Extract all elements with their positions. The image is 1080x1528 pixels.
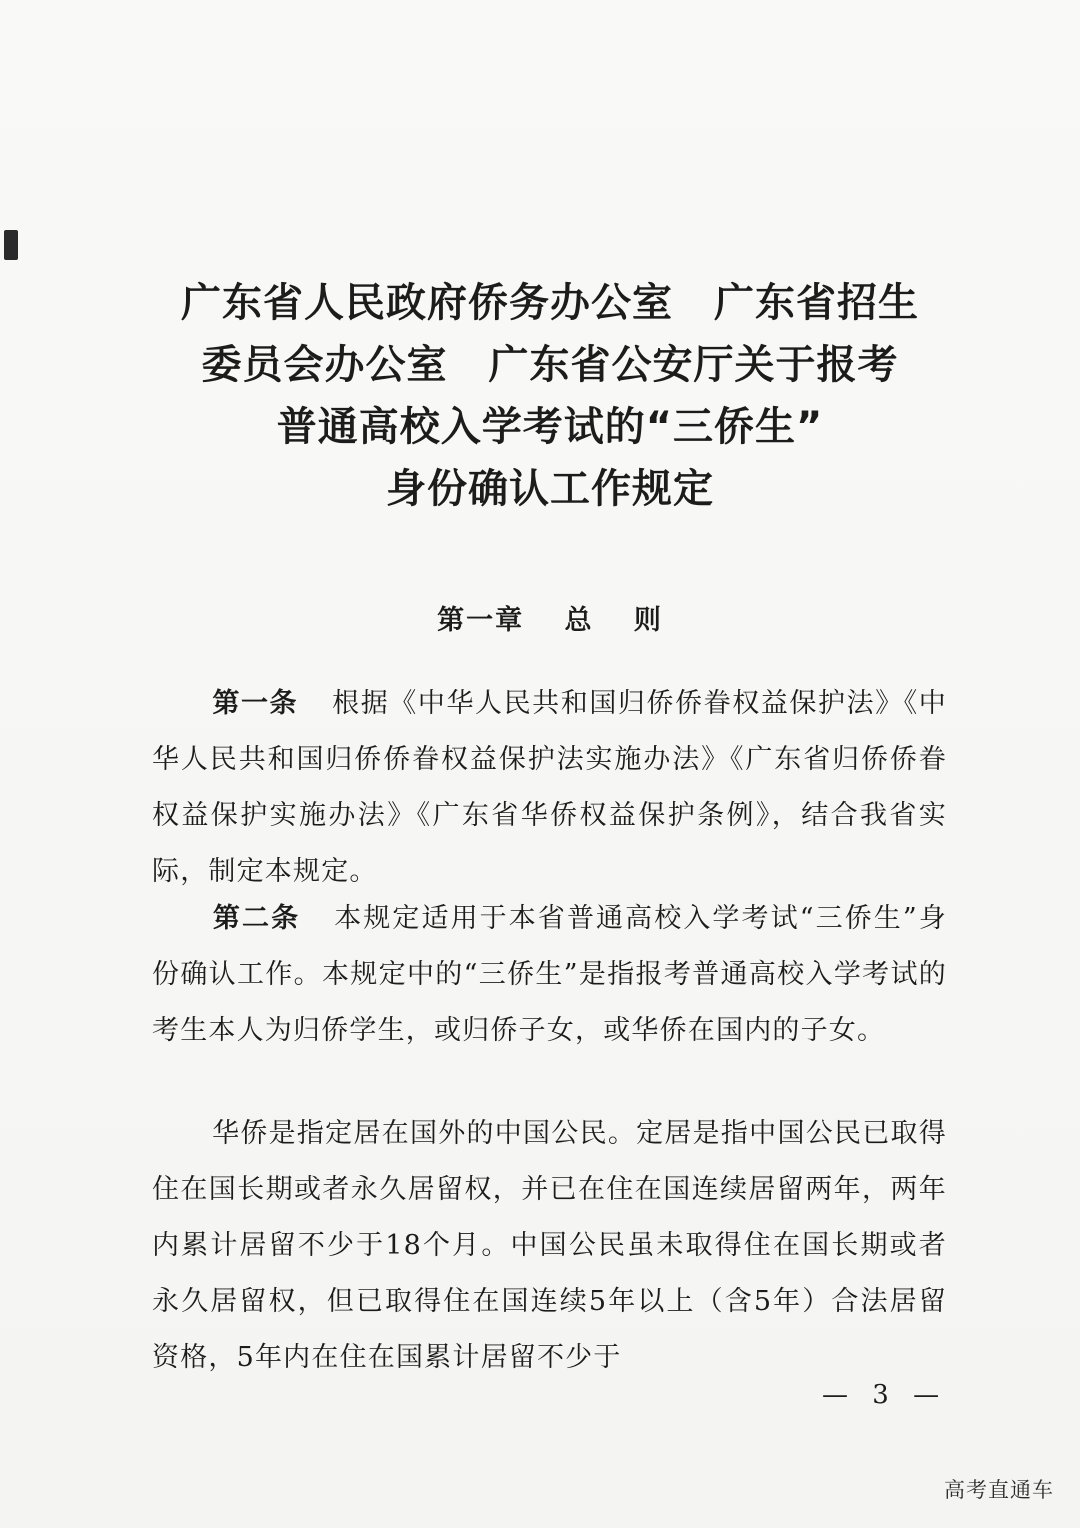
page-number: — 3 — — [822, 1380, 948, 1410]
scan-mark — [4, 230, 18, 260]
article-text: 本规定适用于本省普通高校入学考试“三侨生”身份确认工作。本规定中的“三侨生”是指报考普通高校入学考试的考生本人为归侨学生，或归侨子女，或华侨在国内的子女。 — [152, 903, 947, 1046]
article-paragraph — [152, 891, 947, 1059]
article-label: 第一条 — [212, 688, 299, 719]
document-title — [150, 272, 950, 520]
article-label: 第二条 — [212, 903, 301, 934]
watermark-text: 高考直通车 — [944, 1478, 1054, 1502]
title-line: 广东省人民政府侨务办公室 广东省招生 — [181, 280, 919, 326]
title-line: 普通高校入学考试的“三侨生” — [276, 404, 824, 450]
article-paragraph — [152, 676, 947, 900]
paragraph-text: 华侨是指定居在国外的中国公民。定居是指中国公民已取得住在国长期或者永久居留权，并已在住在国连续居留两年，两年内累计居留不少于18个月。中国公民虽未取得住在国长期或者永久居留权，但已取得住在国连续5年以上（含5年）合法居留资格，5年内在住在国累计居留不少于 — [152, 1118, 947, 1373]
chapter-heading: 第一章 总 则 — [437, 605, 663, 636]
title-line: 委员会办公室 广东省公安厅关于报考 — [201, 342, 899, 388]
body-paragraph — [152, 1106, 947, 1386]
article-text: 根据《中华人民共和国归侨侨眷权益保护法》《中华人民共和国归侨侨眷权益保护法实施办法》《广东省归侨侨眷权益保护实施办法》《广东省华侨权益保护条例》，结合我省实际，制定本规定。 — [152, 688, 947, 887]
title-line: 身份确认工作规定 — [386, 466, 714, 512]
